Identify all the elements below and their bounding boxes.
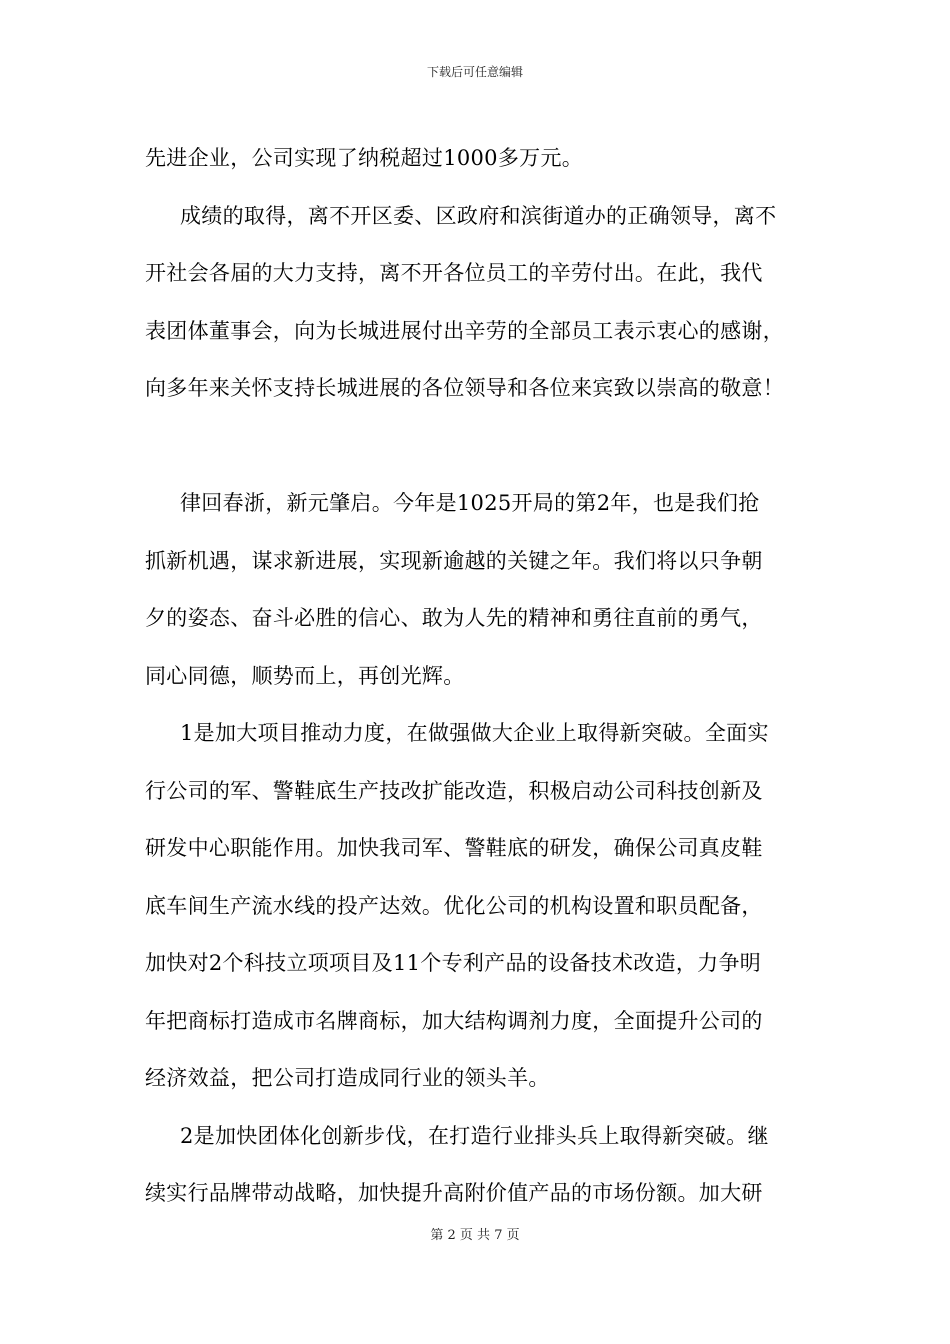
text-line: 表团体董事会，向为长城进展付出辛劳的全部员工表示衷心的感谢， <box>145 318 784 343</box>
document-body <box>145 130 825 1223</box>
text-line: 研发中心职能作用。加快我司军、警鞋底的研发，确保公司真皮鞋 <box>145 836 763 860</box>
paragraph-start-line: 成绩的取得，离不开区委、区政府和滨街道办的正确领导，离不 <box>180 203 777 228</box>
page-header-note: 下载后可任意编辑 <box>426 65 523 79</box>
text-line: 续实行品牌带动战略，加快提升高附价值产品的市场份额。加大研 <box>145 1181 763 1205</box>
page-number-footer: 第 2 页 共 7 页 <box>430 1228 520 1243</box>
text-line: 夕的姿态、奋斗必胜的信心、敢为人先的精神和勇往直前的勇气， <box>145 606 763 630</box>
paragraph-start-line: 律回春浙，新元肇启。今年是1025开局的第2年，也是我们抢 <box>180 491 760 515</box>
text-line: 开社会各届的大力支持，离不开各位员工的辛劳付出。在此，我代 <box>145 261 763 285</box>
paragraph-start-line: 2是加快团体化创新步伐，在打造行业排头兵上取得新突破。继 <box>180 1123 769 1148</box>
blank-line <box>145 418 825 476</box>
text-line: 先进企业，公司实现了纳税超过1000多万元。 <box>145 146 584 170</box>
text-line: 底车间生产流水线的投产达效。优化公司的机构设置和职员配备， <box>145 893 763 918</box>
text-line: 加快对2个科技立项项目及11个专利产品的设备技术改造，力争明 <box>145 951 762 975</box>
text-line: 经济效益，把公司打造成同行业的领头羊。 <box>145 1066 550 1090</box>
text-line: 同心同德，顺势而上，再创光辉。 <box>145 663 465 688</box>
text-line: 行公司的军、警鞋底生产技改扩能改造，积极启动公司科技创新及 <box>145 778 763 803</box>
paragraph-start-line: 1是加大项目推动力度，在做强做大企业上取得新突破。全面实 <box>180 721 769 745</box>
text-line: 年把商标打造成市名牌商标，加大结构调剂力度，全面提升公司的 <box>145 1008 763 1033</box>
text-line: 抓新机遇，谋求新进展，实现新逾越的关键之年。我们将以只争朝 <box>145 548 763 573</box>
text-line: 向多年来关怀支持长城进展的各位领导和各位来宾致以崇高的敬意！ <box>145 376 784 400</box>
